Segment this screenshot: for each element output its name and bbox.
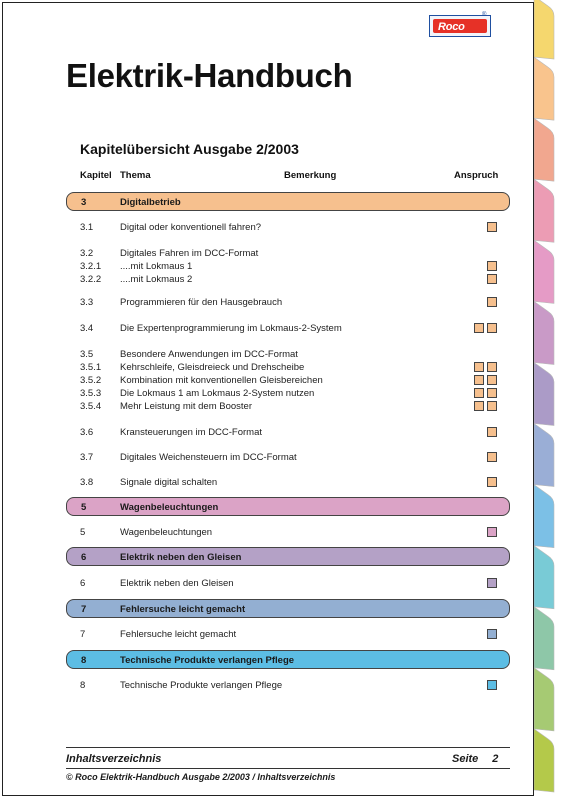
register-tab: [534, 0, 554, 59]
toc-row-number: 3.1: [80, 222, 94, 233]
chapter-band-8[interactable]: [66, 650, 510, 669]
toc-row-title: Digitales Weichensteuern im DCC-Format: [120, 452, 297, 463]
toc-row[interactable]: [0, 248, 530, 260]
footer-page-number: [452, 753, 498, 765]
chapter-title: Elektrik neben den Gleisen: [120, 552, 242, 563]
toc-row-title: Die Lokmaus 1 am Lokmaus 2-System nutzen: [120, 388, 315, 399]
toc-row[interactable]: [0, 578, 530, 590]
toc-row[interactable]: [0, 274, 530, 286]
chapter-band-5[interactable]: [66, 497, 510, 516]
register-tab: [534, 57, 554, 120]
difficulty-square: [487, 261, 497, 271]
toc-row-title: Signale digital schalten: [120, 477, 218, 488]
toc-row-title: Kehrschleife, Gleisdreieck und Drehscheibe: [120, 362, 305, 373]
column-header-bemerkung: Bemerkung: [284, 170, 337, 181]
toc-row[interactable]: [0, 452, 530, 464]
difficulty-square: [487, 477, 497, 487]
difficulty-square: [474, 362, 484, 372]
toc-row-number: 8: [80, 680, 86, 691]
toc-row-number: 3.2.2: [80, 274, 102, 285]
toc-row-number: 3.7: [80, 452, 94, 463]
toc-row[interactable]: [0, 427, 530, 439]
difficulty-square: [487, 222, 497, 232]
register-tab: [534, 485, 554, 548]
difficulty-square: [487, 680, 497, 690]
toc-row-title: Technische Produkte verlangen Pflege: [120, 680, 283, 691]
toc-row-number: 3.5.2: [80, 375, 102, 386]
difficulty-square: [487, 323, 497, 333]
difficulty-square: [474, 375, 484, 385]
chapter-band-3[interactable]: [66, 192, 510, 211]
toc-row[interactable]: [0, 388, 530, 400]
toc-row-number: 7: [80, 629, 86, 640]
toc-row[interactable]: [0, 680, 530, 692]
chapter-band-6[interactable]: [66, 547, 510, 566]
chapter-title: Technische Produkte verlangen Pflege: [120, 655, 295, 666]
toc-row-title: Wagenbeleuchtungen: [120, 527, 213, 538]
toc-row-number: 5: [80, 527, 86, 538]
register-tab: [534, 179, 554, 242]
chapter-number: 5: [81, 502, 87, 513]
toc-row-number: 3.5.1: [80, 362, 102, 373]
toc-row[interactable]: [0, 401, 530, 413]
chapter-band-7[interactable]: [66, 599, 510, 618]
page-title: Elektrik-Handbuch: [66, 57, 353, 94]
chapter-title: Fehlersuche leicht gemacht: [120, 604, 246, 615]
footer-page: 2: [492, 753, 499, 765]
column-header-thema: Thema: [120, 170, 151, 181]
chapter-number: 8: [81, 655, 87, 666]
chapter-number: 6: [81, 552, 87, 563]
register-tab: [534, 240, 554, 303]
toc-row-number: 3.5.4: [80, 401, 102, 412]
difficulty-square: [487, 388, 497, 398]
register-tab: [534, 546, 554, 609]
difficulty-square: [474, 323, 484, 333]
toc-row-title: ....mit Lokmaus 1: [120, 261, 193, 272]
registered-mark: ®: [482, 12, 487, 18]
toc-row-number: 3.8: [80, 477, 94, 488]
toc-row[interactable]: [0, 297, 530, 309]
chapter-number: 7: [81, 604, 87, 615]
footer-seite-label: Seite: [452, 753, 479, 765]
footer-divider: [66, 747, 510, 748]
toc-row-title: Kombination mit konventionellen Gleisbereichen: [120, 375, 323, 386]
toc-row-number: 3.4: [80, 323, 94, 334]
difficulty-square: [487, 527, 497, 537]
chapter-title: Digitalbetrieb: [120, 197, 181, 208]
register-tab: [534, 607, 554, 670]
difficulty-square: [487, 274, 497, 284]
difficulty-square: [487, 401, 497, 411]
chapter-number: 3: [81, 197, 87, 208]
toc-row[interactable]: [0, 375, 530, 387]
toc-row-number: 3.2: [80, 248, 94, 259]
register-tab: [534, 729, 554, 792]
register-tab: [534, 363, 554, 426]
copyright-line: © Roco Elektrik-Handbuch Ausgabe 2/2003 / Inhaltsverzeichnis: [66, 772, 336, 782]
toc-row-number: 6: [80, 578, 86, 589]
toc-row-title: Mehr Leistung mit dem Booster: [120, 401, 253, 412]
roco-logo: [429, 12, 491, 37]
toc-row[interactable]: [0, 362, 530, 374]
toc-row-title: Programmieren für den Hausgebrauch: [120, 297, 283, 308]
toc-row-number: 3.2.1: [80, 261, 102, 272]
toc-row-number: 3.6: [80, 427, 94, 438]
difficulty-square: [487, 629, 497, 639]
toc-row-number: 3.5: [80, 349, 94, 360]
toc-row-title: Die Expertenprogrammierung im Lokmaus-2-System: [120, 323, 342, 334]
toc-row[interactable]: [0, 261, 530, 273]
toc-row-title: Fehlersuche leicht gemacht: [120, 629, 237, 640]
toc-row-title: Elektrik neben den Gleisen: [120, 578, 234, 589]
difficulty-square: [474, 401, 484, 411]
difficulty-square: [487, 375, 497, 385]
toc-row-title: Digital oder konventionell fahren?: [120, 222, 262, 233]
difficulty-square: [487, 297, 497, 307]
toc-row[interactable]: [0, 222, 530, 234]
column-header-kapitel: Kapitel: [80, 170, 112, 181]
footer-section-label: Inhaltsverzeichnis: [66, 753, 162, 765]
difficulty-square: [487, 452, 497, 462]
logo-text: Roco: [438, 21, 465, 33]
page-subtitle: Kapitelübersicht Ausgabe 2/2003: [80, 141, 299, 157]
toc-row-number: 3.3: [80, 297, 94, 308]
toc-row-title: Kransteuerungen im DCC-Format: [120, 427, 263, 438]
register-tab: [534, 424, 554, 487]
toc-row[interactable]: [0, 527, 530, 539]
register-tab: [534, 301, 554, 364]
column-header-anspruch: Anspruch: [454, 170, 499, 181]
difficulty-square: [487, 362, 497, 372]
difficulty-square: [474, 388, 484, 398]
register-tab: [534, 118, 554, 181]
difficulty-square: [487, 578, 497, 588]
chapter-title: Wagenbeleuchtungen: [120, 502, 219, 513]
logo-badge: [433, 19, 487, 33]
register-tab: [534, 668, 554, 731]
footer-divider-bottom: [66, 768, 510, 769]
toc-row[interactable]: [0, 477, 530, 489]
toc-row-title: Besondere Anwendungen im DCC-Format: [120, 349, 298, 360]
toc-row-title: ....mit Lokmaus 2: [120, 274, 193, 285]
toc-row[interactable]: [0, 323, 530, 335]
toc-row[interactable]: [0, 629, 530, 641]
toc-row-title: Digitales Fahren im DCC-Format: [120, 248, 259, 259]
toc-row-number: 3.5.3: [80, 388, 102, 399]
difficulty-square: [487, 427, 497, 437]
toc-row[interactable]: [0, 349, 530, 361]
